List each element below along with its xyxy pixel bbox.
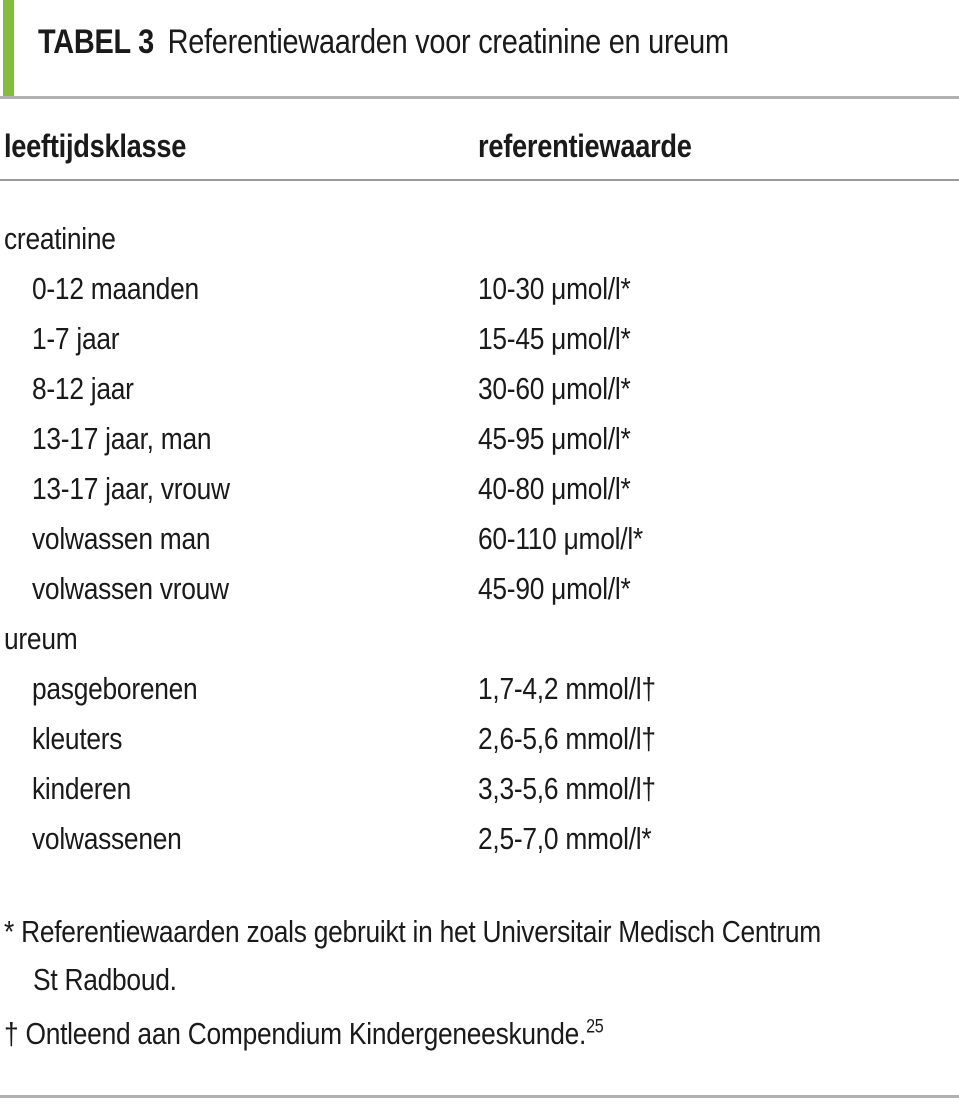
row-label: 0-12 maanden [32,271,199,306]
section-row-creatinine [0,214,959,264]
row-label: volwassen vrouw [32,571,229,606]
table-caption: Referentiewaarden voor creatinine en ureum [167,23,729,61]
footnote-dagger-line [4,1014,709,1054]
row-label: 13-17 jaar, vrouw [32,471,230,506]
row-value: 15-45 μmol/l* [478,321,631,356]
column-header-leeftijdsklasse: leeftijdsklasse [4,128,187,164]
row-label: kleuters [32,721,123,756]
row-label: pasgeborenen [32,671,198,706]
table-row [0,664,959,714]
row-value: 2,5-7,0 mmol/l* [478,821,652,856]
row-value: 40-80 μmol/l* [478,471,631,506]
table-row [0,714,959,764]
row-label: volwassen man [32,521,211,556]
row-value: 10-30 μmol/l* [478,271,631,306]
row-value: 30-60 μmol/l* [478,371,631,406]
section-row-ureum [0,614,959,664]
row-value: 2,6-5,6 mmol/l† [478,721,656,756]
footnote-reference-superscript: 25 [586,1016,604,1038]
bottom-divider [0,1095,959,1098]
row-value: 1,7-4,2 mmol/l† [478,671,656,706]
table-body [0,214,959,864]
row-label: 13-17 jaar, man [32,421,212,456]
table-row [0,314,959,364]
row-label: kinderen [32,771,132,806]
table-number: TABEL 3 [38,23,154,61]
table-row [0,764,959,814]
row-label: 8-12 jaar [32,371,134,406]
row-value: 45-95 μmol/l* [478,421,631,456]
row-value: 45-90 μmol/l* [478,571,631,606]
footnote-asterisk-line1: * Referentiewaarden zoals gebruikt in het Universitair Medisch Centrum [4,914,821,949]
table-row [0,514,959,564]
table-row [0,564,959,614]
column-header-row [0,118,959,174]
column-header-referentiewaarde: referentiewaarde [478,128,692,164]
row-value: 60-110 μmol/l* [478,521,643,556]
table-row [0,414,959,464]
footnote-asterisk-line2: St Radboud. [33,962,177,997]
footnote-dagger-text: † Ontleend aan Compendium Kindergeneeskunde. [4,1016,587,1051]
table-row [0,814,959,864]
row-label: volwassenen [32,821,182,856]
table-row [0,464,959,514]
row-label: 1-7 jaar [32,321,120,356]
table-title [38,10,851,74]
section-label: ureum [4,621,78,656]
header-divider [0,96,959,99]
table-row [0,264,959,314]
section-label: creatinine [4,221,116,256]
row-value: 3,3-5,6 mmol/l† [478,771,656,806]
green-accent-bar [3,0,14,97]
column-header-divider [0,179,959,181]
table-row [0,364,959,414]
